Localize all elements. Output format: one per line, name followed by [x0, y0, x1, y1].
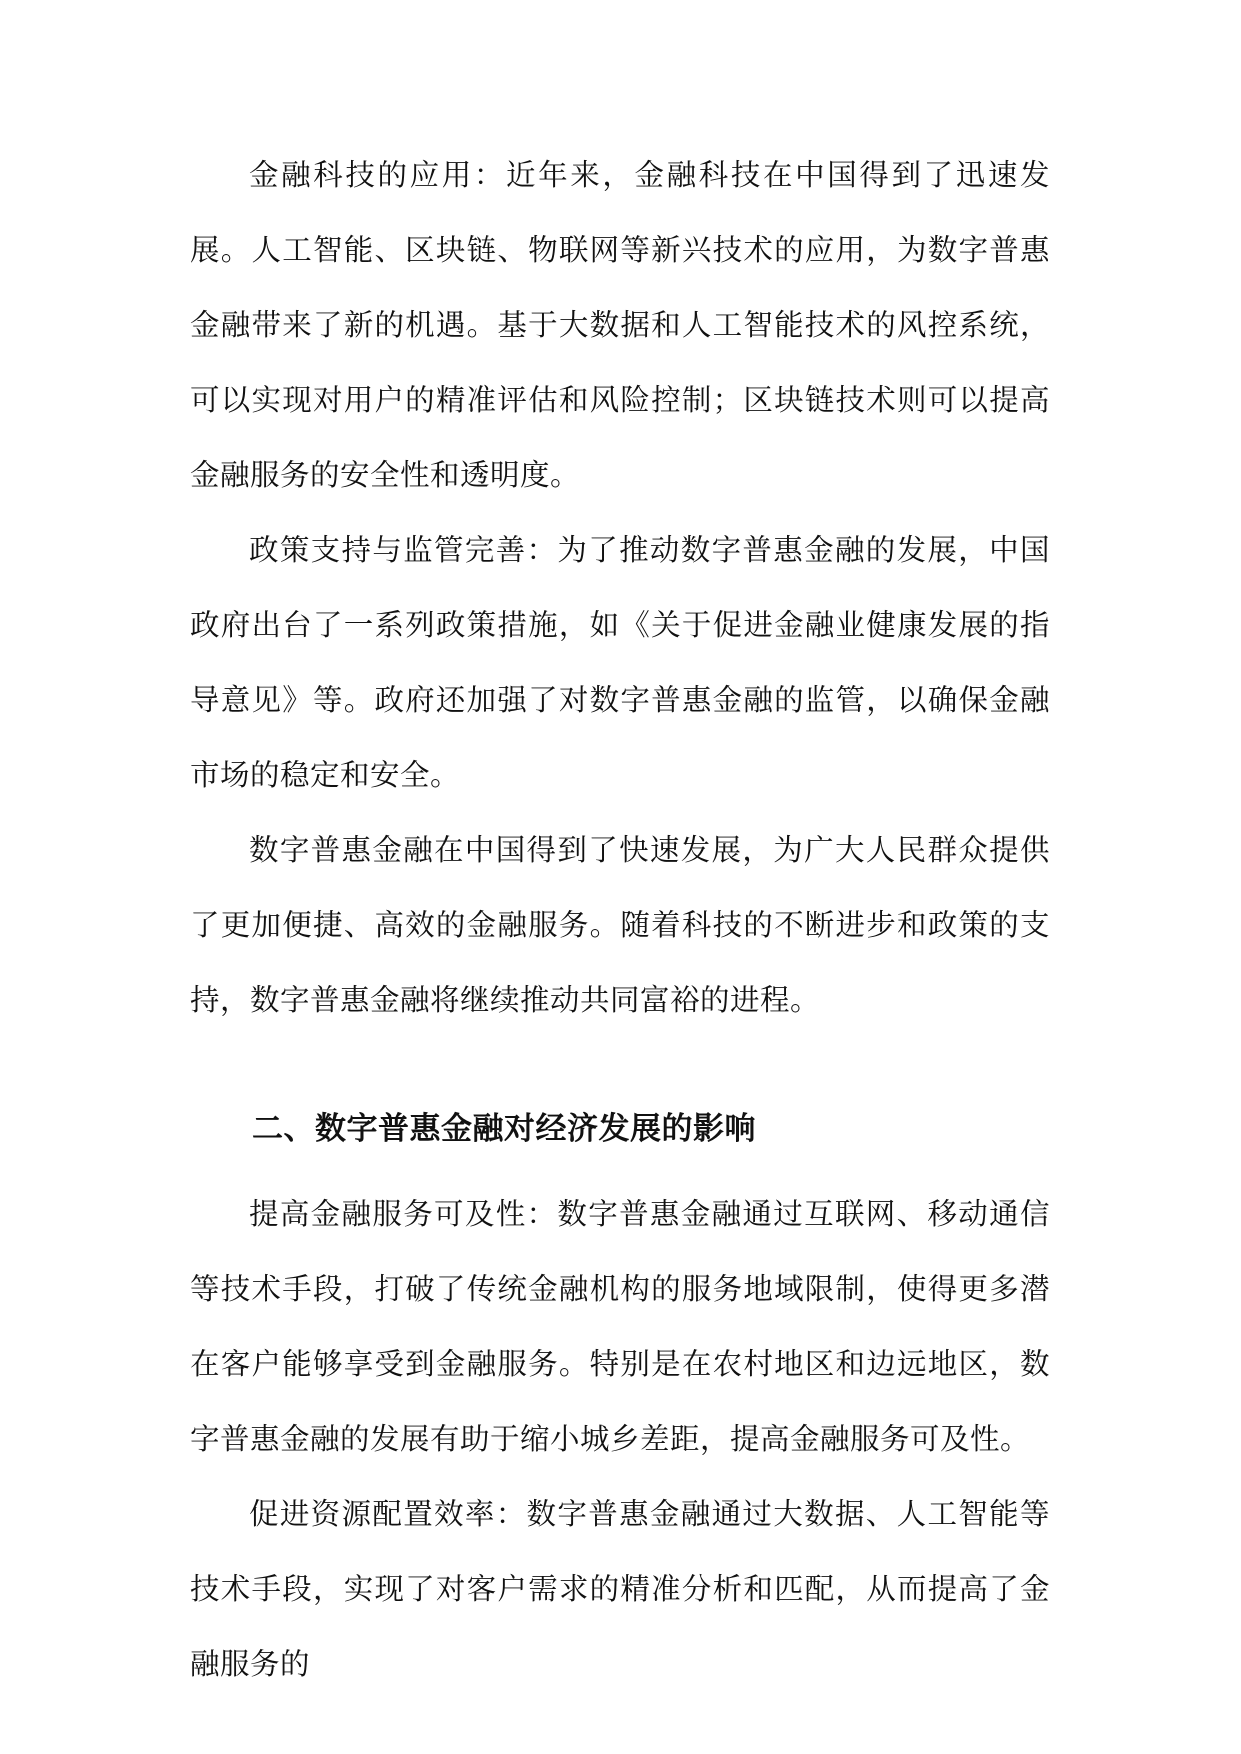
document-page: [190, 138, 1050, 1702]
paragraph-service-accessibility: 提高金融服务可及性：数字普惠金融通过互联网、移动通信等技术手段，打破了传统金融机构的服务地域限制，使得更多潜在客户能够享受到金融服务。特别是在农村地区和边远地区，数字普惠金融的发展有助于缩小城乡差距，提高金融服务可及性。: [190, 1197, 1050, 1456]
paragraph-resource-allocation: 促进资源配置效率：数字普惠金融通过大数据、人工智能等技术手段，实现了对客户需求的精准分析和匹配，从而提高了金融服务的: [190, 1497, 1050, 1681]
paragraph-rapid-development: 数字普惠金融在中国得到了快速发展，为广大人民群众提供了更加便捷、高效的金融服务。随着科技的不断进步和政策的支持，数字普惠金融将继续推动共同富裕的进程。: [190, 833, 1050, 1017]
section-heading: 二、数字普惠金融对经济发展的影响: [252, 1111, 756, 1147]
paragraph-fintech-application: 金融科技的应用：近年来，金融科技在中国得到了迅速发展。人工智能、区块链、物联网等新兴技术的应用，为数字普惠金融带来了新的机遇。基于大数据和人工智能技术的风控系统，可以实现对用户的精准评估和风险控制；区块链技术则可以提高金融服务的安全性和透明度。: [190, 158, 1050, 492]
paragraph-policy-support: 政策支持与监管完善：为了推动数字普惠金融的发展，中国政府出台了一系列政策措施，如《关于促进金融业健康发展的指导意见》等。政府还加强了对数字普惠金融的监管，以确保金融市场的稳定和安全。: [190, 533, 1050, 792]
